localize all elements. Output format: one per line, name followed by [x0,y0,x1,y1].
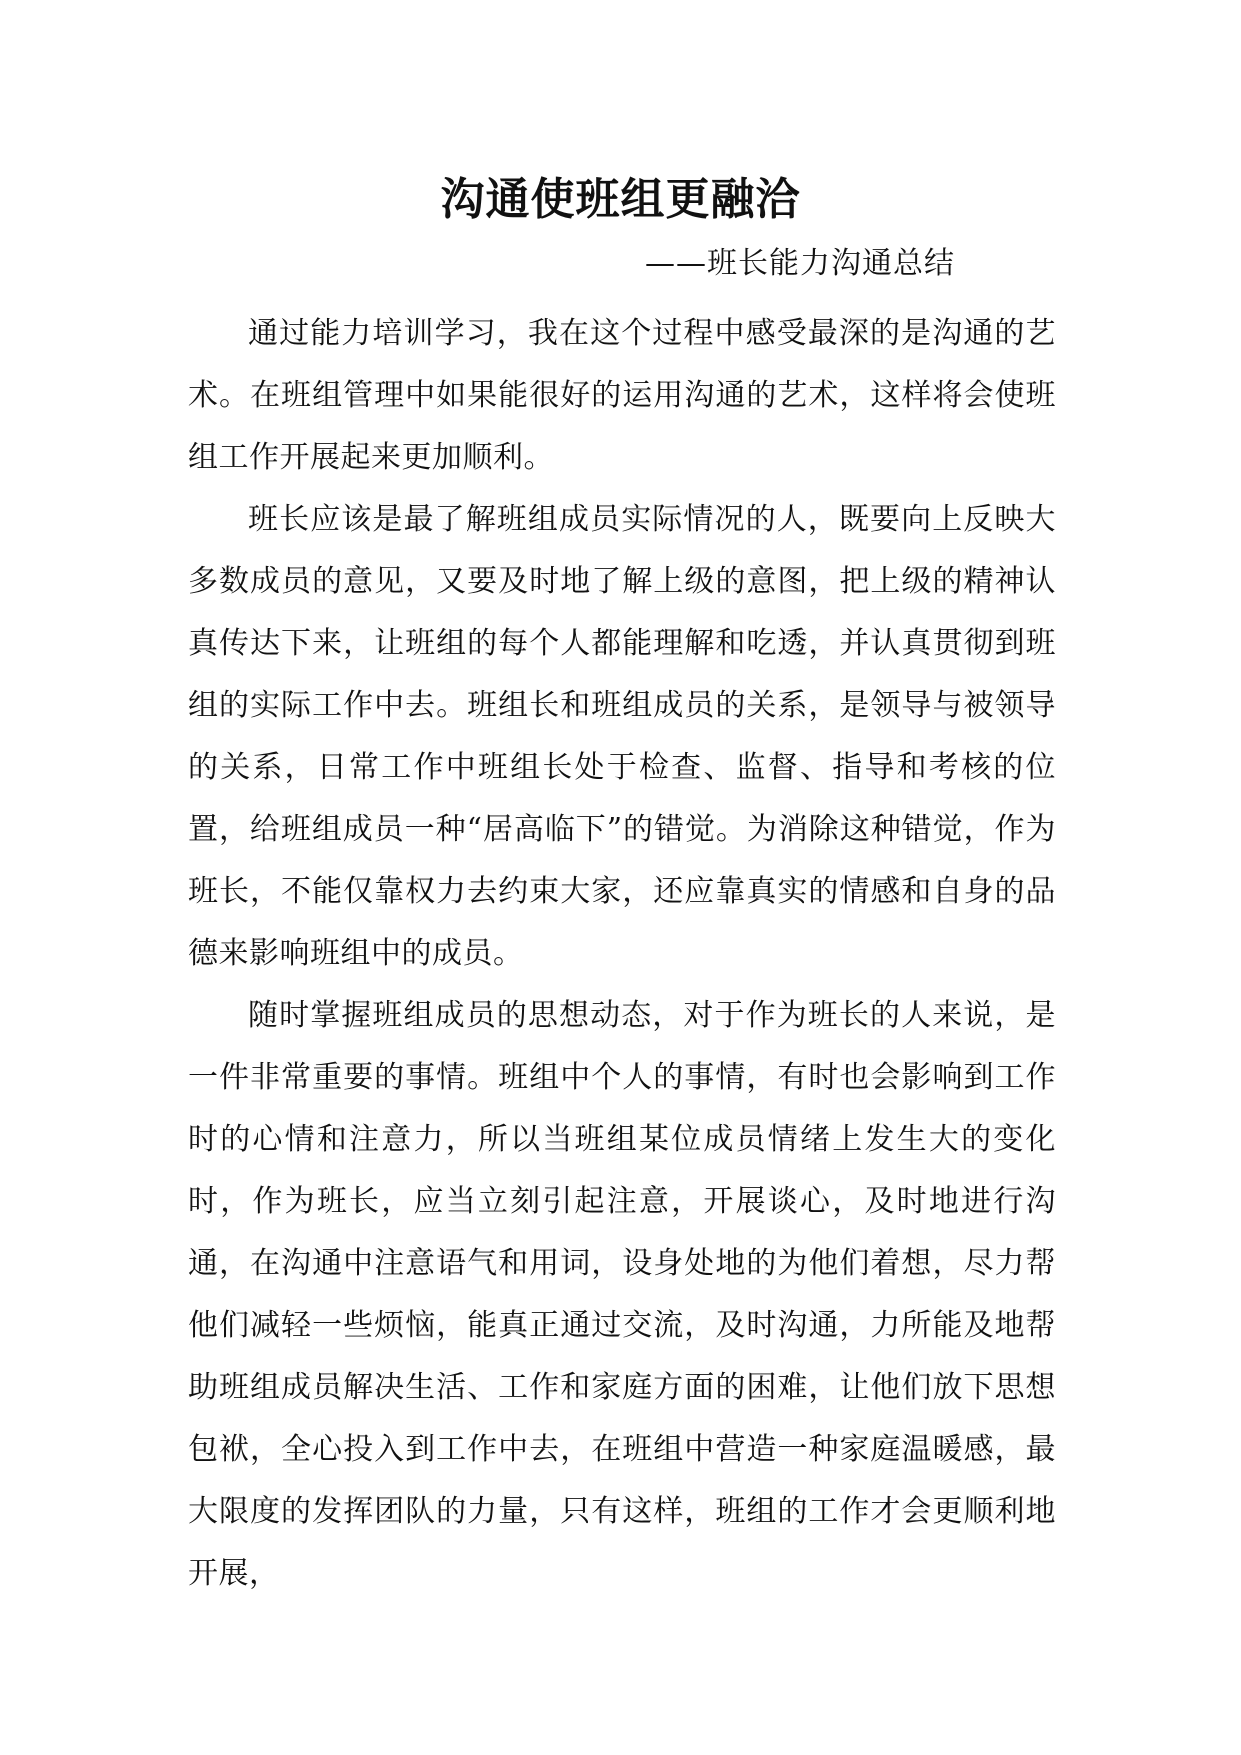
document-title: 沟通使班组更融洽 [440,174,801,225]
document-body [188,303,1056,1605]
paragraph-2: 班长应该是最了解班组成员实际情况的人，既要向上反映大多数成员的意见，又要及时地了解上级的意图，把上级的精神认真传达下来，让班组的每个人都能理解和吃透，并认真贯彻到班组的实际工作中去。班组长和班组成员的关系，是领导与被领导的关系，日常工作中班组长处于检查、监督、指导和考核的位置，给班组成员一种“居高临下”的错觉。为消除这种错觉，作为班长，不能仅靠权力去约束大家，还应靠真实的情感和自身的品德来影响班组中的成员。 [188,502,1056,971]
paragraph-3: 随时掌握班组成员的思想动态，对于作为班长的人来说，是一件非常重要的事情。班组中个人的事情，有时也会影响到工作时的心情和注意力，所以当班组某位成员情绪上发生大的变化时，作为班长，应当立刻引起注意，开展谈心，及时地进行沟通，在沟通中注意语气和用词，设身处地的为他们着想，尽力帮他们减轻一些烦恼，能真正通过交流，及时沟通，力所能及地帮助班组成员解决生活、工作和家庭方面的困难，让他们放下思想包袱，全心投入到工作中去，在班组中营造一种家庭温暖感，最大限度的发挥团队的力量，只有这样，班组的工作才会更顺利地开展， [188,998,1056,1591]
document-subtitle: ——班长能力沟通总结 [645,246,955,281]
paragraph-1: 通过能力培训学习，我在这个过程中感受最深的是沟通的艺术。在班组管理中如果能很好的运用沟通的艺术，这样将会使班组工作开展起来更加顺利。 [188,316,1056,475]
